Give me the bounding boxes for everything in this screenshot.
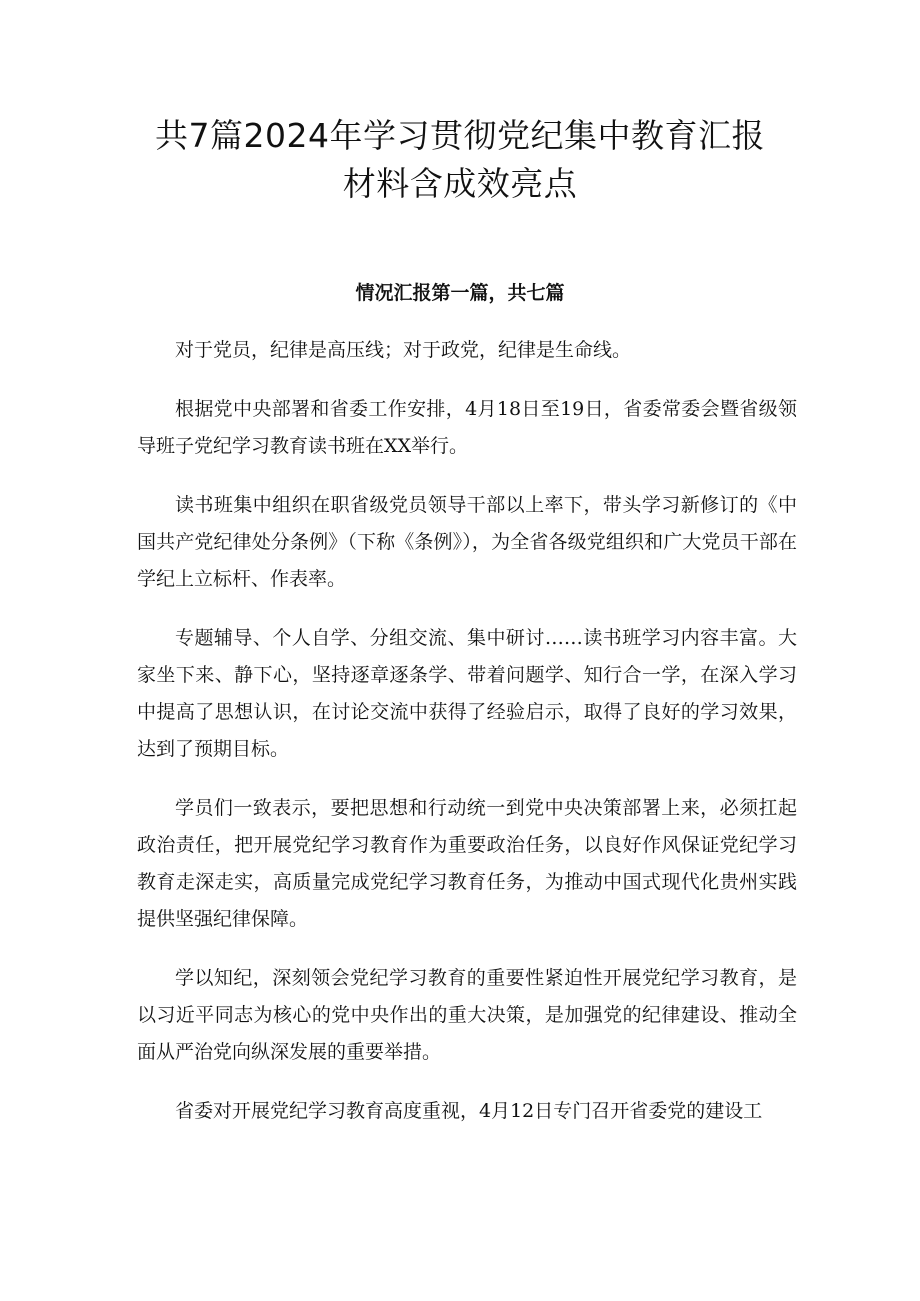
paragraph: 根据党中央部署和省委工作安排，4月18日至19日，省委常委会暨省级领导班子党纪学习教育读书班在XX举行。: [137, 398, 797, 457]
document-title: [120, 112, 800, 208]
paragraph: 专题辅导、个人自学、分组交流、集中研讨……读书班学习内容丰富。大家坐下来、静下心，坚持逐章逐条学、带着问题学、知行合一学，在深入学习中提高了思想认识，在讨论交流中获得了经验启示，取得了良好的学习效果，达到了预期目标。: [137, 627, 797, 760]
document-body: [137, 332, 797, 1152]
document-title-line-1: 共7篇2024年学习贯彻党纪集中教育汇报: [155, 116, 765, 155]
paragraph: 读书班集中组织在职省级党员领导干部以上率下，带头学习新修订的《中国共产党纪律处分条例》（下称《条例》），为全省各级党组织和广大党员干部在学纪上立标杆、作表率。: [137, 494, 797, 590]
paragraph: 省委对开展党纪学习教育高度重视，4月12日专门召开省委党的建设工: [175, 1100, 763, 1122]
section-heading: 情况汇报第一篇，共七篇: [355, 282, 565, 304]
document-title-line-2: 材料含成效亮点: [342, 164, 578, 203]
paragraph: 学员们一致表示，要把思想和行动统一到党中央决策部署上来，必须扛起政治责任，把开展党纪学习教育作为重要政治任务，以良好作风保证党纪学习教育走深走实，高质量完成党纪学习教育任务，为推动中国式现代化贵州实践提供坚强纪律保障。: [137, 797, 797, 930]
paragraph: 学以知纪，深刻领会党纪学习教育的重要性紧迫性开展党纪学习教育，是以习近平同志为核心的党中央作出的重大决策，是加强党的纪律建设、推动全面从严治党向纵深发展的重要举措。: [137, 967, 797, 1063]
paragraph: 对于党员，纪律是高压线；对于政党，纪律是生命线。: [175, 339, 632, 361]
